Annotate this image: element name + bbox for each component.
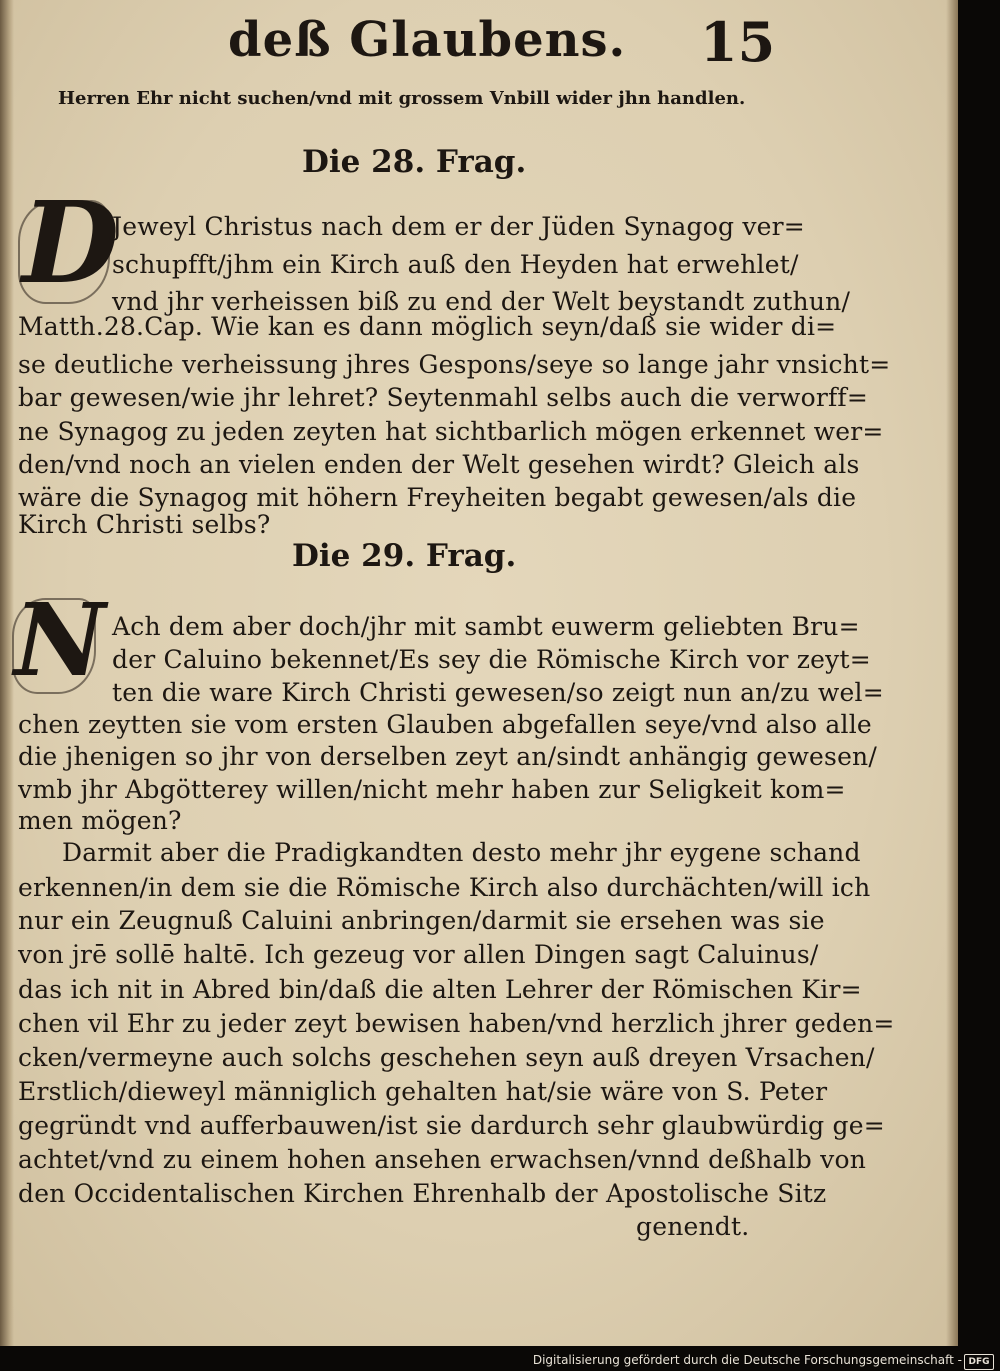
q28-line: Jeweyl Christus nach dem er der Jüden Synagog ver= [112,212,805,241]
q28-line: Matth.28.Cap. Wie kan es dann möglich seyn/daß sie wider di= [18,312,837,341]
p3-line: erkennen/in dem sie die Römische Kirch also durchächten/will ich [18,873,871,902]
q29-line: men mögen? [18,806,182,835]
p3-line: gegründt vnd aufferbauwen/ist sie dardurch sehr glaubwürdig ge= [18,1111,885,1140]
q29-line: die jhenigen so jhr von derselben zeyt an/sindt anhängig gewesen/ [18,742,877,771]
p3-line: Erstlich/dieweyl männiglich gehalten hat/sie wäre von S. Peter [18,1077,828,1106]
page-gutter-shadow [0,0,14,1346]
p3-line: achtet/vnd zu einem hohen ansehen erwachsen/vnnd deßhalb von [18,1145,867,1174]
page-edge-shadow [946,0,958,1346]
p3-line: chen vil Ehr zu jeder zeyt bewisen haben/vnd herzlich jhrer geden= [18,1009,895,1038]
ornamental-initial-n: N [14,581,106,699]
running-line: Herren Ehr nicht suchen/vnd mit grossem Vnbill wider jhn handlen. [58,88,746,109]
q28-line: vnd jhr verheissen biß zu end der Welt beystandt zuthun/ [112,287,851,316]
q28-line: ne Synagog zu jeden zeyten hat sichtbarlich mögen erkennet wer= [18,417,884,446]
q28-line: bar gewesen/wie jhr lehret? Seytenmahl selbs auch die verworff= [18,383,869,412]
dfg-logo: DFG [964,1354,994,1370]
q28-line: se deutliche verheissung jhres Gespons/seye so lange jahr vnsicht= [18,350,891,379]
p3-line: nur ein Zeugnuß Caluini anbringen/darmit sie ersehen was sie [18,906,825,935]
q28-line: schupfft/jhm ein Kirch auß den Heyden hat erwehlet/ [112,250,799,279]
p3-line: genendt. [636,1212,750,1241]
p3-line: den Occidentalischen Kirchen Ehrenhalb der Apostolische Sitz [18,1179,827,1208]
question-28-heading: Die 28. Frag. [302,144,527,180]
p3-line: das ich nit in Abred bin/daß die alten Lehrer der Römischen Kir= [18,975,862,1004]
q28-line: wäre die Synagog mit höhern Freyheiten begabt gewesen/als die [18,483,857,512]
header-title: deß Glaubens. [228,12,627,68]
p3-line: von jrē sollē haltē. Ich gezeug vor allen Dingen sagt Caluinus/ [18,940,819,969]
footer-credit: Digitalisierung gefördert durch die Deutsche Forschungsgemeinschaft - [532,1353,962,1367]
q29-line: Ach dem aber doch/jhr mit sambt euwerm geliebten Bru= [112,612,860,641]
p3-line: cken/vermeyne auch solchs geschehen seyn auß dreyen Vrsachen/ [18,1043,875,1072]
question-29-heading: Die 29. Frag. [292,538,517,574]
q28-line: den/vnd noch an vielen enden der Welt gesehen wirdt? Gleich als [18,450,860,479]
ornamental-initial-d: D [22,178,120,309]
q29-line: chen zeytten sie vom ersten Glauben abgefallen seye/vnd also alle [18,710,872,739]
page-number: 15 [700,10,776,74]
q28-line: Kirch Christi selbs? [18,510,271,539]
q29-line: der Caluino bekennet/Es sey die Römische Kirch vor zeyt= [112,645,871,674]
p3-line: Darmit aber die Pradigkandten desto mehr jhr eygene schand [62,838,861,867]
q29-line: vmb jhr Abgötterey willen/nicht mehr haben zur Seligkeit kom= [18,775,846,804]
q29-line: ten die ware Kirch Christi gewesen/so zeigt nun an/zu wel= [112,678,884,707]
